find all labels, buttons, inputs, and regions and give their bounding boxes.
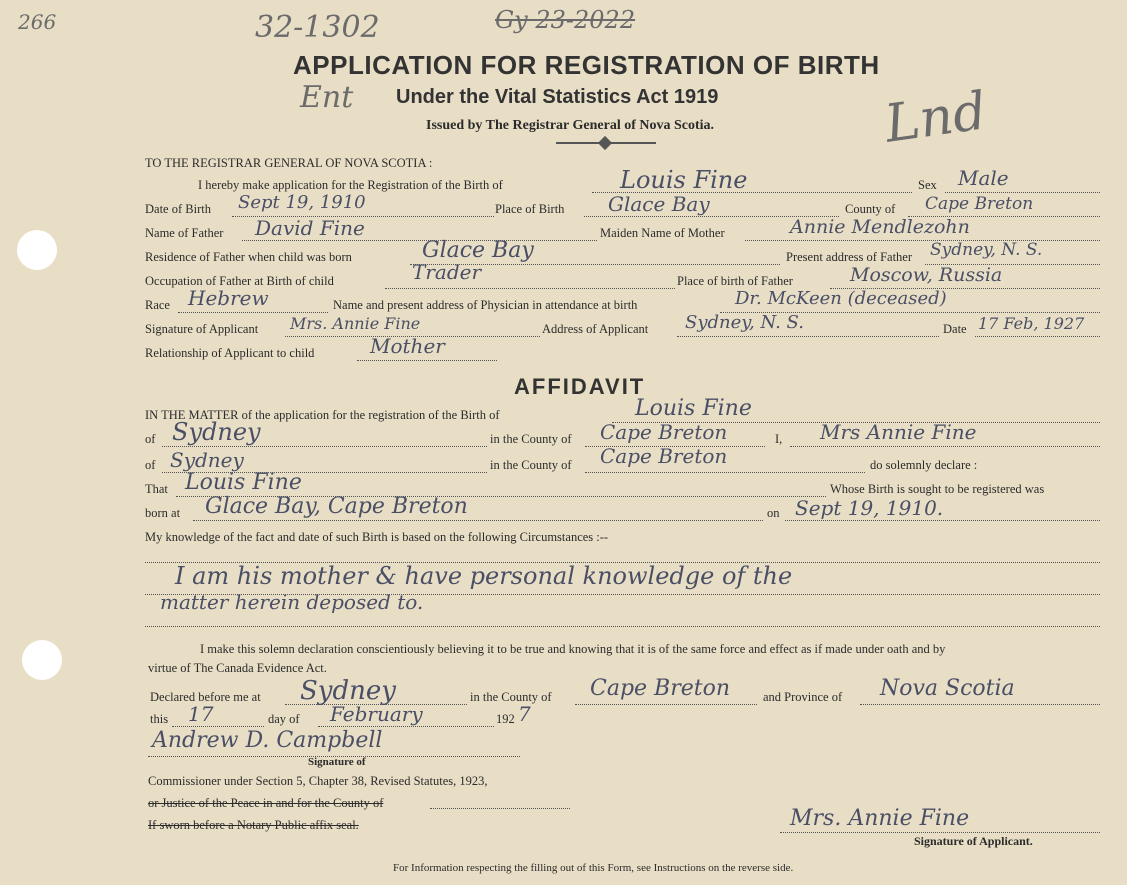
of-label-2: of — [145, 458, 156, 472]
province-label: and Province of — [763, 690, 843, 704]
physician-label: Name and present address of Physician in attendance at birth — [333, 298, 638, 312]
sex-value: Male — [958, 166, 1009, 190]
county-value: Cape Breton — [925, 194, 1034, 214]
present-address-value: Sydney, N. S. — [930, 240, 1043, 260]
punch-hole-top — [17, 230, 57, 270]
county-value-1: Cape Breton — [600, 420, 728, 444]
residence-label: Residence of Father when child was born — [145, 250, 352, 264]
day-value: 17 — [188, 702, 214, 726]
ent-note: Ent — [300, 80, 354, 115]
residence-value: Glace Bay — [422, 238, 534, 263]
applicant-signature: Mrs. Annie Fine — [790, 806, 970, 831]
dob-value: Sept 19, 1910 — [238, 192, 366, 213]
affidavit-heading: AFFIDAVIT — [514, 374, 646, 399]
county-value-2: Cape Breton — [600, 444, 728, 468]
circumstance-line-1: I am his mother & have personal knowledge of the — [175, 562, 793, 590]
punch-hole-bottom — [22, 640, 62, 680]
mother-label: Maiden Name of Mother — [600, 226, 725, 240]
that-label: That — [145, 482, 168, 496]
form-subtitle: Under the Vital Statistics Act 1919 — [396, 86, 719, 108]
county-label: County of — [845, 202, 896, 216]
of-value-1: Sydney — [172, 418, 261, 446]
knowledge-label: My knowledge of the fact and date of such Birth is based on the following Circumstances :-- — [145, 530, 609, 544]
matter-label: IN THE MATTER of the application for the registration of the Birth of — [145, 408, 500, 422]
date-value: 17 Feb, 1927 — [978, 314, 1085, 333]
notary-line: If sworn before a Notary Public affix seal. — [148, 818, 359, 832]
applicant-signature-label: Signature of Applicant. — [914, 834, 1033, 848]
jp-line: or Justice of the Peace in and for the County of — [148, 796, 384, 810]
present-address-label: Present address of Father — [786, 250, 913, 264]
form-title: APPLICATION FOR REGISTRATION OF BIRTH — [293, 50, 880, 80]
signature-label: Signature of Applicant — [145, 322, 259, 336]
occupation-value: Trader — [412, 260, 482, 284]
born-at-value: Glace Bay, Cape Breton — [205, 494, 468, 519]
day-of-label: day of — [268, 712, 300, 726]
year-prefix: 192 — [496, 712, 515, 726]
of-value-2: Sydney — [170, 448, 244, 472]
intro-label: I hereby make application for the Registration of the Birth of — [198, 178, 503, 192]
on-label: on — [767, 506, 780, 520]
county-label-1: in the County of — [490, 432, 572, 446]
file-number: 32-1302 — [255, 10, 380, 45]
sex-label: Sex — [918, 178, 937, 192]
corner-number: 266 — [18, 10, 57, 34]
born-on-value: Sept 19, 1910. — [795, 496, 944, 520]
pob-value: Glace Bay — [608, 192, 710, 216]
commissioner-line: Commissioner under Section 5, Chapter 38, Revised Statutes, 1923, — [148, 774, 488, 788]
initials: Lnd — [881, 81, 990, 155]
i-label: I, — [775, 432, 783, 446]
applicant-address-label: Address of Applicant — [542, 322, 649, 336]
whose-birth-text: Whose Birth is sought to be registered was — [830, 482, 1045, 496]
declaration-line-1: I make this solemn declaration conscientiously believing it to be true and knowing that it is of the same force and effect as if made under oath and by — [200, 642, 946, 656]
applicant-address-value: Sydney, N. S. — [685, 312, 804, 333]
matter-name: Louis Fine — [635, 396, 752, 421]
declared-at-value: Sydney — [300, 676, 396, 706]
month-value: February — [330, 702, 423, 726]
year-digit: 7 — [518, 702, 531, 726]
declarant-name: Mrs Annie Fine — [820, 420, 977, 444]
commissioner-signature: Andrew D. Campbell — [152, 728, 383, 753]
issued-by: Issued by The Registrar General of Nova Scotia. — [426, 118, 715, 133]
child-name: Louis Fine — [620, 166, 748, 194]
date-label: Date — [943, 322, 967, 336]
declared-county-label: in the County of — [470, 690, 552, 704]
signature-value: Mrs. Annie Fine — [290, 314, 421, 333]
that-name: Louis Fine — [185, 470, 302, 495]
solemnly-declare: do solemnly declare : — [870, 458, 978, 472]
pob-label: Place of Birth — [495, 202, 565, 216]
footer-note: For Information respecting the filling out of this Form, see Instructions on the reverse side. — [393, 862, 794, 874]
ornament-diamond — [598, 136, 612, 150]
signature-of-label: Signature of — [308, 756, 366, 768]
county-label-2: in the County of — [490, 458, 572, 472]
mother-value: Annie Mendlezohn — [790, 216, 970, 238]
addressee: TO THE REGISTRAR GENERAL OF NOVA SCOTIA : — [145, 156, 433, 170]
of-label-1: of — [145, 432, 156, 446]
born-at-label: born at — [145, 506, 181, 520]
declared-label: Declared before me at — [150, 690, 261, 704]
province-value: Nova Scotia — [880, 676, 1015, 701]
relationship-label: Relationship of Applicant to child — [145, 346, 315, 360]
father-value: David Fine — [255, 216, 365, 240]
dob-label: Date of Birth — [145, 202, 211, 216]
declaration-line-2: virtue of The Canada Evidence Act. — [148, 661, 327, 675]
father-pob-label: Place of birth of Father — [677, 274, 793, 288]
relationship-value: Mother — [370, 334, 445, 358]
father-label: Name of Father — [145, 226, 224, 240]
father-pob-value: Moscow, Russia — [850, 264, 1003, 286]
race-value: Hebrew — [188, 286, 269, 310]
race-label: Race — [145, 298, 170, 312]
occupation-label: Occupation of Father at Birth of child — [145, 274, 334, 288]
this-label: this — [150, 712, 169, 726]
declared-county-value: Cape Breton — [590, 676, 731, 701]
struck-number: Gy 23-2022 — [495, 6, 636, 34]
circumstance-line-2: matter herein deposed to. — [160, 590, 424, 614]
physician-value: Dr. McKeen (deceased) — [735, 288, 947, 309]
